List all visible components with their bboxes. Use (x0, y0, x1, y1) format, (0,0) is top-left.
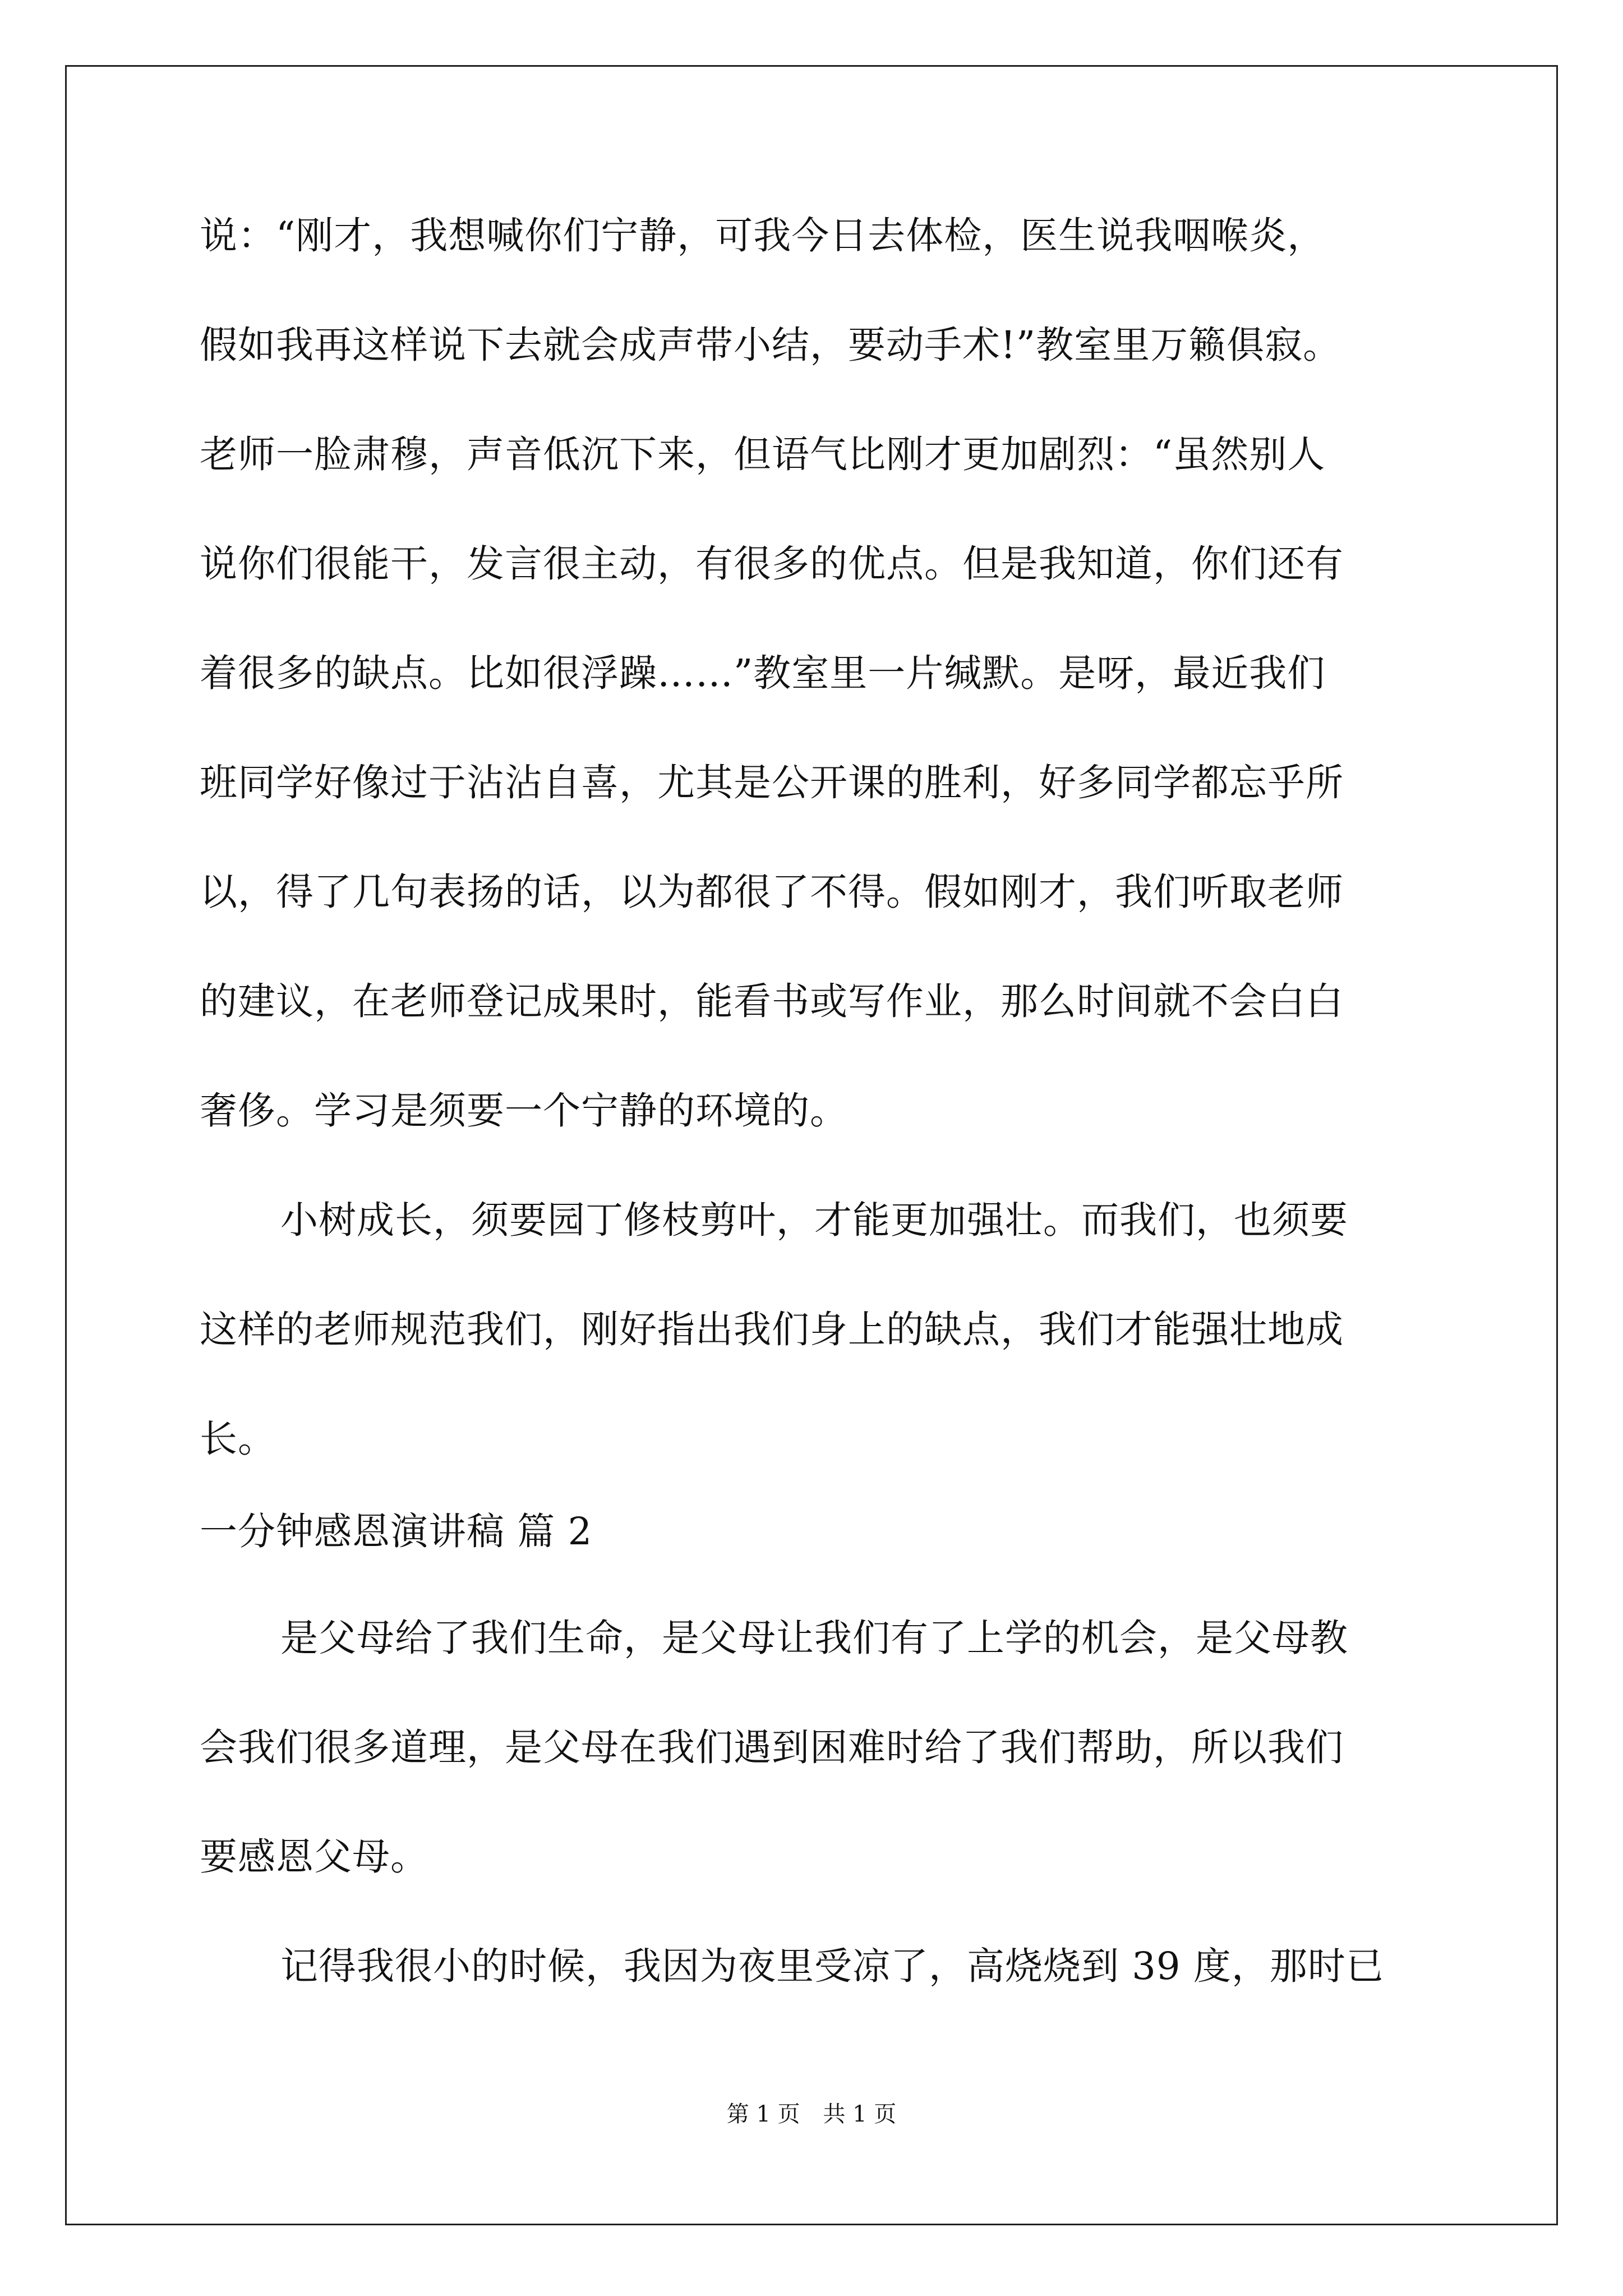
text-line: 说：“刚才，我想喊你们宁静，可我今日去体检，医生说我咽喉炎， (200, 214, 1326, 257)
text-line: 以，得了几句表扬的话，以为都很了不得。假如刚才，我们听取老师 (200, 870, 1344, 914)
text-line: 长。 (200, 1417, 276, 1461)
text-line: 着很多的缺点。比如很浮躁……”教室里一片缄默。是呀，最近我们 (200, 651, 1326, 695)
text-line: 小树成长，须要园丁修枝剪叶，才能更加强壮。而我们，也须要 (280, 1198, 1348, 1242)
page-border (65, 65, 1558, 2225)
page-number-total: 共 1 页 (823, 2101, 897, 2127)
text-line: 这样的老师规范我们，刚好指出我们身上的缺点，我们才能强壮地成 (200, 1308, 1344, 1351)
text-line: 说你们很能干，发言很主动，有很多的优点。但是我知道，你们还有 (200, 542, 1344, 586)
text-line: 记得我很小的时候，我因为夜里受凉了，高烧烧到 39 度，那时已 (280, 1944, 1384, 1988)
text-line: 假如我再这样说下去就会成声带小结，要动手术!”教室里万籁俱寂。 (200, 323, 1341, 367)
text-line: 奢侈。学习是须要一个宁静的环境的。 (200, 1089, 848, 1133)
text-line: 是父母给了我们生命，是父母让我们有了上学的机会，是父母教 (280, 1616, 1348, 1660)
text-line: 班同学好像过于沾沾自喜，尤其是公开课的胜利，好多同学都忘乎所 (200, 761, 1344, 804)
page-footer (0, 2101, 1623, 2128)
text-line: 老师一脸肃穆，声音低沉下来，但语气比刚才更加剧烈：“虽然别人 (200, 432, 1326, 476)
text-line: 的建议，在老师登记成果时，能看书或写作业，那么时间就不会白白 (200, 979, 1344, 1023)
text-line: 要感恩父母。 (200, 1835, 428, 1879)
text-line: 会我们很多道理，是父母在我们遇到困难时给了我们帮助，所以我们 (200, 1726, 1344, 1769)
page-number-current: 第 1 页 (726, 2101, 800, 2127)
section-heading: 一分钟感恩演讲稿 篇 2 (200, 1510, 593, 1553)
